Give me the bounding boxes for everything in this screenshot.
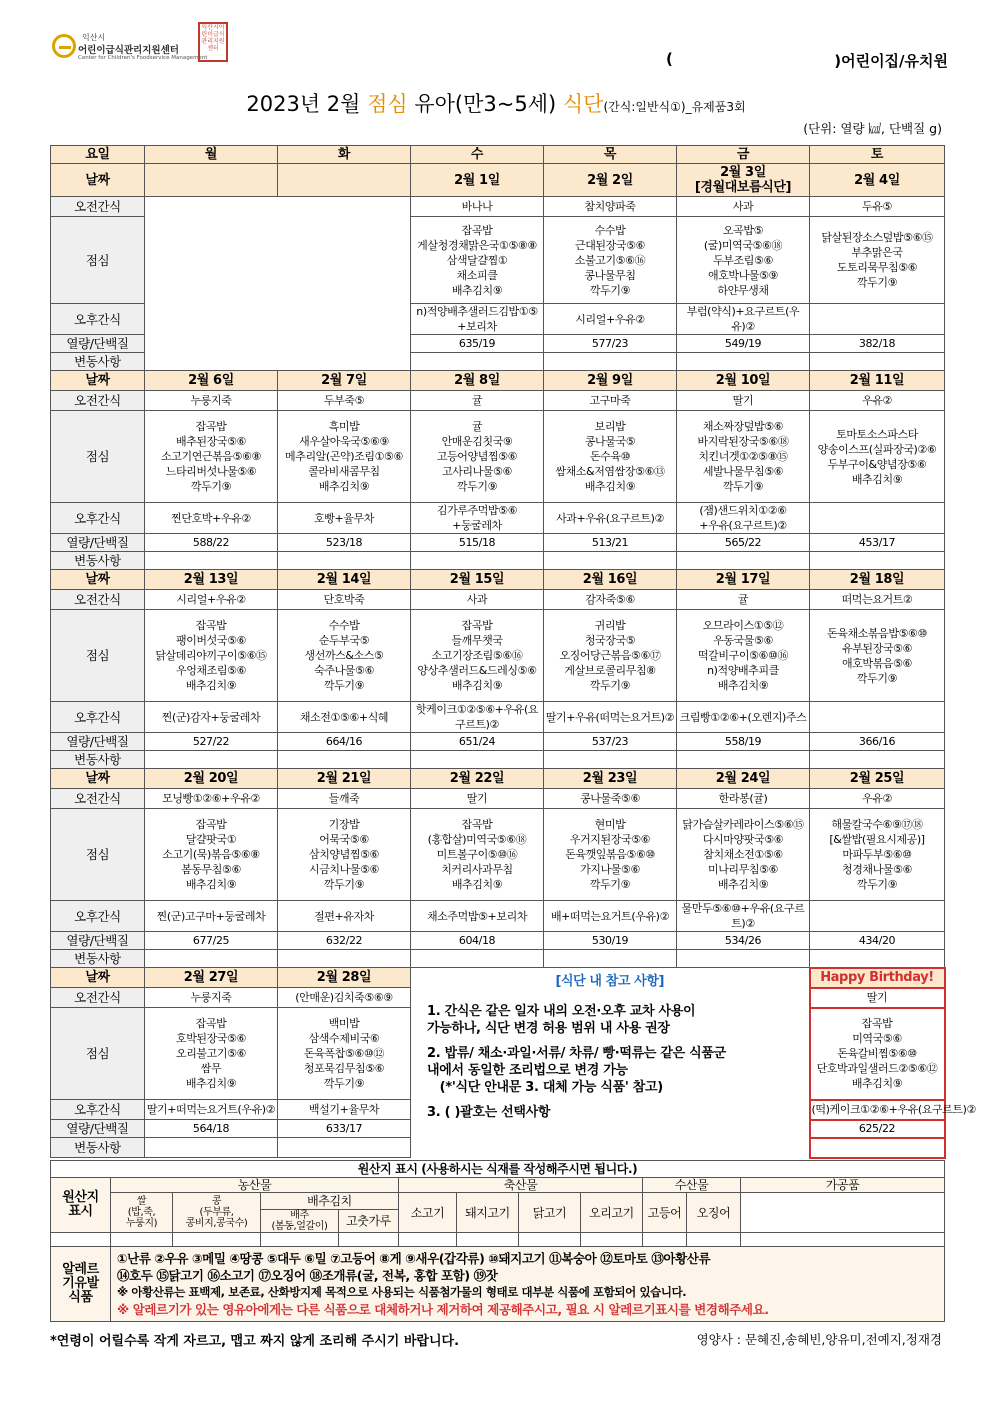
date-cell: 2월 10일 bbox=[677, 371, 810, 391]
allergen-list bbox=[111, 1247, 945, 1322]
origin-cabbage-input[interactable] bbox=[261, 1233, 339, 1247]
label-lunch: 점심 bbox=[51, 809, 145, 901]
change-note[interactable] bbox=[810, 552, 945, 570]
lunch-menu: 수수밥 순두부국⑤ 생선까스&소스⑤ 숙주나물⑤⑥ 깍두기⑨ bbox=[278, 610, 411, 702]
date-cell: 2월 24일 bbox=[677, 769, 810, 789]
pm-snack: 찐(군)고구마+둥굴레차 bbox=[145, 901, 278, 932]
lunch-menu: 귀리밥 청국장국⑤ 오징어당근볶음⑤⑥⑰ 게살브로콜리무침⑧ 깍두기⑨ bbox=[544, 610, 677, 702]
kcal-protein: 534/26 bbox=[677, 932, 810, 950]
lunch-menu: 돈육채소볶음밥⑤⑥⑩ 유부된장국⑤⑥ 애호박볶음⑤⑥ 깍두기⑨ bbox=[810, 610, 945, 702]
empty-block bbox=[145, 197, 411, 371]
lunch-menu: 토마토소스파스타 양송이스프(실파장국)②⑥ 두부구이&양념장⑤⑥ 배추김치⑨ bbox=[810, 411, 945, 503]
birthday-kcal: 625/22 bbox=[810, 1120, 945, 1138]
notes-item-2-ref: (*'식단 안내문 3. 대체 가능 식품' 참고) bbox=[427, 1080, 663, 1095]
label-kcal: 열량/단백질 bbox=[51, 335, 145, 353]
origin-pork-input[interactable] bbox=[457, 1233, 519, 1247]
change-note[interactable] bbox=[145, 950, 278, 968]
origin-duck: 오리고기 bbox=[581, 1193, 643, 1233]
origin-rice: 쌀 (밥,죽, 누룽지) bbox=[111, 1193, 173, 1233]
label-am: 오전간식 bbox=[51, 590, 145, 610]
date-cell: 2월 22일 bbox=[411, 769, 544, 789]
origin-group-agri: 농산물 bbox=[111, 1178, 399, 1193]
origin-duck-input[interactable] bbox=[581, 1233, 643, 1247]
origin-allergen-table bbox=[50, 1160, 945, 1322]
origin-beans-input[interactable] bbox=[173, 1233, 261, 1247]
day-header: 금 bbox=[677, 146, 810, 164]
origin-processed-input[interactable] bbox=[741, 1193, 945, 1233]
origin-squid: 오징어 bbox=[687, 1193, 741, 1233]
origin-label: 원산지 표시 bbox=[51, 1178, 111, 1233]
change-note[interactable] bbox=[278, 1138, 411, 1158]
origin-caption: 원산지 표시 (사용하시는 식재를 작성해주시면 됩니다.) bbox=[51, 1161, 945, 1178]
label-change: 변동사항 bbox=[51, 552, 145, 570]
lunch-menu: 수수밥 근대된장국⑤⑥ 소불고기⑤⑥⑯ 콩나물무침 깍두기⑨ bbox=[544, 217, 677, 304]
origin-beef: 소고기 bbox=[399, 1193, 457, 1233]
lunch-menu: 채소짜장덮밥⑤⑥ 바지락된장국⑤⑥⑱ 치킨너겟①②⑤⑧⑮ 세발나물무침⑤⑥ 깍두기⑨ bbox=[677, 411, 810, 503]
menu-notes bbox=[411, 968, 810, 1158]
kcal-protein: 366/16 bbox=[810, 733, 945, 751]
pm-snack bbox=[810, 901, 945, 932]
pm-snack: 배+떠먹는요거트(우유)② bbox=[544, 901, 677, 932]
birthday-change[interactable] bbox=[810, 1138, 945, 1158]
lunch-menu: 잡곡밥 배추된장국⑤⑥ 소고기연근볶음⑤⑥⑧ 느타리버섯나물⑤⑥ 깍두기⑨ bbox=[145, 411, 278, 503]
date-cell: 2월 15일 bbox=[411, 570, 544, 590]
date-cell: 2월 1일 bbox=[411, 164, 544, 197]
pm-snack: 사과+우유(요구르트)② bbox=[544, 503, 677, 534]
date-cell bbox=[145, 164, 278, 197]
am-snack: 누룽지죽 bbox=[145, 988, 278, 1008]
pm-snack: 크림빵①②⑥+(오렌지)주스 bbox=[677, 702, 810, 733]
change-note[interactable] bbox=[544, 353, 677, 371]
title-part2: 유아(만3~5세) bbox=[407, 92, 563, 116]
pm-snack: 백설기+율무차 bbox=[278, 1100, 411, 1120]
label-lunch: 점심 bbox=[51, 411, 145, 503]
am-snack: 감자죽⑤⑥ bbox=[544, 590, 677, 610]
date-cell: 2월 3일 [경월대보름식단] bbox=[677, 164, 810, 197]
change-note[interactable] bbox=[278, 552, 411, 570]
label-pm: 오후간식 bbox=[51, 1100, 145, 1120]
am-snack: (안매운)김치죽⑤⑥⑨ bbox=[278, 988, 411, 1008]
am-snack: 고구마죽 bbox=[544, 391, 677, 411]
am-snack: 딸기 bbox=[677, 391, 810, 411]
change-note[interactable] bbox=[677, 552, 810, 570]
kcal-protein: 530/19 bbox=[544, 932, 677, 950]
lunch-menu: 잡곡밥 호박된장국⑤⑥ 오리불고기⑤⑥ 쌈무 배추김치⑨ bbox=[145, 1008, 278, 1100]
change-note[interactable] bbox=[810, 353, 945, 371]
pm-snack: n)적양배추샐러드김밥①⑤ +보리차 bbox=[411, 304, 544, 335]
pm-snack: 부럼(약식)+요구르트(우유)② bbox=[677, 304, 810, 335]
lunch-menu: 잡곡밥 달걀팟국① 소고기(묵)볶음⑤⑥⑧ 봄동무침⑤⑥ 배추김치⑨ bbox=[145, 809, 278, 901]
origin-cabbage: 배추 (봄동,얼갈이) bbox=[261, 1210, 339, 1233]
kcal-protein: 604/18 bbox=[411, 932, 544, 950]
label-change: 변동사항 bbox=[51, 950, 145, 968]
date-cell: 2월 23일 bbox=[544, 769, 677, 789]
birthday-header: Happy Birthday! bbox=[810, 968, 945, 988]
label-lunch: 점심 bbox=[51, 217, 145, 304]
origin-rice-input[interactable] bbox=[111, 1233, 173, 1247]
pm-snack bbox=[810, 503, 945, 534]
day-header: 월 bbox=[145, 146, 278, 164]
pm-snack bbox=[810, 304, 945, 335]
label-lunch: 점심 bbox=[51, 1008, 145, 1100]
day-header: 수 bbox=[411, 146, 544, 164]
am-snack: 들깨죽 bbox=[278, 789, 411, 809]
lunch-menu: 백미밥 삼색수제비국⑥ 돈육폭찹⑤⑥⑩⑫ 청포묵김무침⑤⑥ 깍두기⑨ bbox=[278, 1008, 411, 1100]
label-am: 오전간식 bbox=[51, 391, 145, 411]
am-snack: 사과 bbox=[411, 590, 544, 610]
page-title bbox=[0, 88, 992, 118]
date-cell: 2월 11일 bbox=[810, 371, 945, 391]
origin-processed-input-2[interactable] bbox=[741, 1233, 945, 1247]
kcal-protein: 549/19 bbox=[677, 335, 810, 353]
date-cell: 2월 28일 bbox=[278, 968, 411, 988]
label-pm: 오후간식 bbox=[51, 702, 145, 733]
label-pm: 오후간식 bbox=[51, 304, 145, 335]
date-cell: 2월 25일 bbox=[810, 769, 945, 789]
notes-item-3: 3. ( )괄호는 선택사항 bbox=[427, 1105, 551, 1120]
pm-snack bbox=[810, 702, 945, 733]
am-snack: 사과 bbox=[677, 197, 810, 217]
date-cell: 2월 20일 bbox=[145, 769, 278, 789]
label-am: 오전간식 bbox=[51, 988, 145, 1008]
lunch-menu: 잡곡밥 (홍합살)미역국⑤⑥⑱ 미트볼구이⑤⑩⑯ 치커리사과무침 배추김치⑨ bbox=[411, 809, 544, 901]
lunch-menu: 기장밥 어묵국⑤⑥ 삼치양념찜⑤⑥ 시금치나물⑤⑥ 깍두기⑨ bbox=[278, 809, 411, 901]
origin-mackerel: 고등어 bbox=[643, 1193, 687, 1233]
allergen-line-1: ①난류 ②우유 ③메밀 ④땅콩 ⑤대두 ⑥밀 ⑦고등어 ⑧게 ⑨새우(갑각류) ⑩돼지고기 ⑪복숭아 ⑫토마토 ⑬아황산류 bbox=[117, 1251, 711, 1266]
am-snack: 떠먹는요거트② bbox=[810, 590, 945, 610]
change-note[interactable] bbox=[411, 552, 544, 570]
menu-table bbox=[50, 145, 976, 1159]
label-day: 요일 bbox=[51, 146, 145, 164]
kcal-protein: 664/16 bbox=[278, 733, 411, 751]
date-cell: 2월 4일 bbox=[810, 164, 945, 197]
date-cell: 2월 6일 bbox=[145, 371, 278, 391]
date-cell: 2월 9일 bbox=[544, 371, 677, 391]
lunch-menu: 해물칼국수⑥⑨⑰⑱ [&쌀밥(필요시제공)] 마파두부⑤⑥⑩ 청경채나물⑤⑥ 깍두기⑨ bbox=[810, 809, 945, 901]
lunch-menu: 오곡밥⑤ (굴)미역국⑤⑥⑱ 두부조림⑤⑥ 애호박나물⑤⑨ 하얀무생채 bbox=[677, 217, 810, 304]
label-kcal: 열량/단백질 bbox=[51, 932, 145, 950]
change-note[interactable] bbox=[544, 552, 677, 570]
pm-snack: 찐단호박+우유② bbox=[145, 503, 278, 534]
day-header: 토 bbox=[810, 146, 945, 164]
date-cell: 2월 14일 bbox=[278, 570, 411, 590]
lunch-menu: 닭살된장소스덮밥⑤⑥⑮ 부추맑은국 도토리묵무침⑤⑥ 깍두기⑨ bbox=[810, 217, 945, 304]
lunch-menu: 귤 안매운김칫국⑨ 고등어양념찜⑤⑥ 고사리나물⑤⑥ 깍두기⑨ bbox=[411, 411, 544, 503]
change-note[interactable] bbox=[278, 950, 411, 968]
institution-open-paren: ( bbox=[666, 50, 673, 68]
change-note[interactable] bbox=[411, 751, 544, 769]
kcal-protein: 577/23 bbox=[544, 335, 677, 353]
change-note[interactable] bbox=[677, 353, 810, 371]
kcal-protein: 651/24 bbox=[411, 733, 544, 751]
date-cell: 2월 7일 bbox=[278, 371, 411, 391]
notes-item-2: 2. 밥류/ 채소·과일·서류/ 차류/ 빵·떡류는 같은 식품군 내에서 동일한 조리법으로 변경 가능 bbox=[427, 1046, 726, 1078]
lunch-menu: 잡곡밥 들깨무챗국 소고기장조림⑤⑥⑯ 양상추샐러드&드레싱⑤⑥ 배추김치⑨ bbox=[411, 610, 544, 702]
date-cell: 2월 13일 bbox=[145, 570, 278, 590]
date-cell: 2월 16일 bbox=[544, 570, 677, 590]
kcal-protein: 453/17 bbox=[810, 534, 945, 552]
label-date: 날짜 bbox=[51, 769, 145, 789]
origin-chili-input[interactable] bbox=[339, 1233, 399, 1247]
title-sub: (간식:일반식①)_유제품3회 bbox=[603, 100, 746, 114]
birthday-pm: (떡)케이크①②⑥+우유(요구르트)② bbox=[810, 1100, 945, 1120]
origin-group-livestock: 축산물 bbox=[399, 1178, 643, 1193]
origin-group-processed: 가공품 bbox=[741, 1178, 945, 1193]
origin-beans: 콩 (두부류, 콩비지,콩국수) bbox=[173, 1193, 261, 1233]
kcal-protein: 677/25 bbox=[145, 932, 278, 950]
label-pm: 오후간식 bbox=[51, 503, 145, 534]
lunch-menu: 현미밥 우거지된장국⑤⑥ 돈육깻잎볶음⑤⑥⑩ 가지나물⑤⑥ 깍두기⑨ bbox=[544, 809, 677, 901]
origin-group-fishery: 수산물 bbox=[643, 1178, 741, 1193]
pm-snack: 김가루주먹밥⑤⑥ +둥굴레차 bbox=[411, 503, 544, 534]
am-snack: 콩나물죽⑤⑥ bbox=[544, 789, 677, 809]
pm-snack: 채소전①⑤⑥+식혜 bbox=[278, 702, 411, 733]
kcal-protein: 513/21 bbox=[544, 534, 677, 552]
label-date: 날짜 bbox=[51, 164, 145, 197]
am-snack: 단호박죽 bbox=[278, 590, 411, 610]
allergen-warning: ※ 알레르기가 있는 영유아에게는 다른 식품으로 대체하거나 제거하여 제공해주시고, 필요 시 알레르기표시를 변경해주세요. bbox=[117, 1302, 769, 1317]
allergen-label: 알레르 기유발 식품 bbox=[51, 1247, 111, 1322]
origin-kimchi: 배추김치 bbox=[261, 1193, 399, 1210]
lunch-menu: 잡곡밥 팽이버섯국⑤⑥ 닭살데리야끼구이⑤⑥⑮ 우엉채조림⑤⑥ 배추김치⑨ bbox=[145, 610, 278, 702]
change-note[interactable] bbox=[411, 950, 544, 968]
center-logo bbox=[52, 28, 222, 68]
lunch-menu: 잡곡밥 게살청경채맑은국①⑤⑧⑧ 삼색달걀찜① 채소피클 배추김치⑨ bbox=[411, 217, 544, 304]
kcal-protein: 523/18 bbox=[278, 534, 411, 552]
am-snack: 우유② bbox=[810, 391, 945, 411]
pm-snack: 딸기+떠먹는요거트(우유)② bbox=[145, 1100, 278, 1120]
change-note[interactable] bbox=[677, 751, 810, 769]
label-lunch: 점심 bbox=[51, 610, 145, 702]
date-cell bbox=[278, 164, 411, 197]
allergen-line-2: ⑭호두 ⑮닭고기 ⑯소고기 ⑰오징어 ⑱조개류(굴, 전복, 홍합 포함) ⑲잣 bbox=[117, 1268, 498, 1283]
notes-title: [식단 내 참고 사항] bbox=[555, 974, 665, 989]
origin-chili: 고춧가루 bbox=[339, 1210, 399, 1233]
pm-snack: 핫케이크①②⑤⑥+우유(요구르트)② bbox=[411, 702, 544, 733]
am-snack: 귤 bbox=[411, 391, 544, 411]
day-header: 목 bbox=[544, 146, 677, 164]
day-header: 화 bbox=[278, 146, 411, 164]
kcal-protein: 382/18 bbox=[810, 335, 945, 353]
kcal-protein: 564/18 bbox=[145, 1120, 278, 1138]
am-snack: 참치양파죽 bbox=[544, 197, 677, 217]
label-date: 날짜 bbox=[51, 570, 145, 590]
allergen-note: ※ 아황산류는 표백제, 보존료, 산화방지제 목적으로 사용되는 식품첨가물의 형태로 대부분 식품에 포함되어 있습니다. bbox=[117, 1285, 687, 1299]
change-note[interactable] bbox=[677, 950, 810, 968]
change-note[interactable] bbox=[544, 950, 677, 968]
kcal-protein: 558/19 bbox=[677, 733, 810, 751]
logo-english-name: Center for Children's Foodservice Management bbox=[78, 55, 208, 61]
official-seal: 익산시어린이급식관리지원센터 bbox=[198, 22, 228, 62]
origin-pork: 돼지고기 bbox=[457, 1193, 519, 1233]
pm-snack: 찐(군)감자+둥굴레차 bbox=[145, 702, 278, 733]
label-kcal: 열량/단백질 bbox=[51, 733, 145, 751]
date-cell: 2월 8일 bbox=[411, 371, 544, 391]
birthday-lunch: 잡곡밥 미역국⑤⑥ 돈육갈비찜⑤⑥⑩ 단호박과일샐러드②⑤⑥⑫ 배추김치⑨ bbox=[810, 1008, 945, 1100]
label-change: 변동사항 bbox=[51, 1138, 145, 1158]
date-cell: 2월 21일 bbox=[278, 769, 411, 789]
label-am: 오전간식 bbox=[51, 789, 145, 809]
kcal-protein: 632/22 bbox=[278, 932, 411, 950]
date-cell: 2월 2일 bbox=[544, 164, 677, 197]
am-snack: 누룽지죽 bbox=[145, 391, 278, 411]
lunch-menu: 흑미밥 새우살아욱국⑤⑥⑨ 메추리알(곤약)조림①⑤⑥ 콜라비새콤무침 배추김치⑨ bbox=[278, 411, 411, 503]
pm-snack: 채소주먹밥⑤+보리차 bbox=[411, 901, 544, 932]
label-am: 오전간식 bbox=[51, 197, 145, 217]
change-note[interactable] bbox=[810, 751, 945, 769]
unit-note: (단위: 열량 ㎉, 단백질 g) bbox=[803, 121, 942, 136]
change-note[interactable] bbox=[544, 751, 677, 769]
pm-snack: 절편+유자차 bbox=[278, 901, 411, 932]
am-snack: 모닝빵①②⑥+우유② bbox=[145, 789, 278, 809]
am-snack: 딸기 bbox=[411, 789, 544, 809]
am-snack: 귤 bbox=[677, 590, 810, 610]
kcal-protein: 434/20 bbox=[810, 932, 945, 950]
label-date: 날짜 bbox=[51, 968, 145, 988]
origin-input-spacer bbox=[51, 1233, 111, 1247]
institution-suffix: )어린이집/유치원 bbox=[834, 52, 948, 70]
label-date: 날짜 bbox=[51, 371, 145, 391]
logo-center-name: 어린이급식관리지원센터 bbox=[78, 45, 179, 56]
footer-dietitians: 영양사 : 문혜진,송혜빈,양유미,전예지,정재경 bbox=[696, 1332, 942, 1347]
origin-mackerel-input[interactable] bbox=[643, 1233, 687, 1247]
origin-chicken-input[interactable] bbox=[519, 1233, 581, 1247]
kcal-protein: 515/18 bbox=[411, 534, 544, 552]
origin-chicken: 닭고기 bbox=[519, 1193, 581, 1233]
pm-snack: 딸기+우유(떠먹는요거트)② bbox=[544, 702, 677, 733]
kcal-protein: 635/19 bbox=[411, 335, 544, 353]
lunch-menu: 보리밥 콩나물국⑤ 돈수육⑩ 쌈채소&저염쌈장⑤⑥⑬ 배추김치⑨ bbox=[544, 411, 677, 503]
pm-snack: 시리얼+우유② bbox=[544, 304, 677, 335]
change-note[interactable] bbox=[145, 751, 278, 769]
pm-snack: 물만두⑤⑥⑩+우유(요구르트)② bbox=[677, 901, 810, 932]
am-snack: 두유⑤ bbox=[810, 197, 945, 217]
am-snack: 시리얼+우유② bbox=[145, 590, 278, 610]
label-change: 변동사항 bbox=[51, 353, 145, 371]
change-note[interactable] bbox=[810, 950, 945, 968]
logo-city: 익산시 bbox=[82, 33, 106, 42]
title-meal: 점심 bbox=[367, 92, 408, 116]
change-note[interactable] bbox=[145, 1138, 278, 1158]
lunch-menu: 오므라이스①⑤⑫ 우동국물⑤⑥ 떡갈비구이⑤⑥⑩⑯ n)적양배추피클 배추김치⑨ bbox=[677, 610, 810, 702]
change-note[interactable] bbox=[278, 751, 411, 769]
title-diet: 식단 bbox=[562, 92, 604, 116]
kcal-protein: 527/22 bbox=[145, 733, 278, 751]
date-cell: 2월 17일 bbox=[677, 570, 810, 590]
birthday-am: 딸기 bbox=[810, 988, 945, 1008]
label-change: 변동사항 bbox=[51, 751, 145, 769]
footer-note: *연령이 어릴수록 작게 자르고, 맵고 짜지 않게 조리해 주시기 바랍니다. bbox=[50, 1334, 460, 1349]
date-cell: 2월 27일 bbox=[145, 968, 278, 988]
am-snack: 우유② bbox=[810, 789, 945, 809]
title-part1: 2023년 2월 bbox=[246, 92, 368, 116]
date-cell: 2월 18일 bbox=[810, 570, 945, 590]
origin-beef-input[interactable] bbox=[399, 1233, 457, 1247]
am-snack: 한라봉(귤) bbox=[677, 789, 810, 809]
label-kcal: 열량/단백질 bbox=[51, 1120, 145, 1138]
lunch-menu: 닭가슴살카레라이스⑤⑥⑮ 다시마양팟국⑤⑥ 참치채소전①⑤⑥ 미나리무침⑤⑥ 배추김치⑨ bbox=[677, 809, 810, 901]
pm-snack: 호빵+율무차 bbox=[278, 503, 411, 534]
label-pm: 오후간식 bbox=[51, 901, 145, 932]
logo-mark-icon bbox=[52, 34, 76, 58]
kcal-protein: 537/23 bbox=[544, 733, 677, 751]
pm-snack: (잼)샌드위치①②⑥ +우유(요구르트)② bbox=[677, 503, 810, 534]
kcal-protein: 633/17 bbox=[278, 1120, 411, 1138]
am-snack: 바나나 bbox=[411, 197, 544, 217]
notes-item-1: 1. 간식은 같은 일자 내의 오전·오후 교차 사용이 가능하나, 식단 변경 허용 범위 내 사용 권장 bbox=[427, 1004, 696, 1036]
kcal-protein: 565/22 bbox=[677, 534, 810, 552]
am-snack: 두부죽⑤ bbox=[278, 391, 411, 411]
change-note[interactable] bbox=[411, 353, 544, 371]
origin-squid-input[interactable] bbox=[687, 1233, 741, 1247]
label-kcal: 열량/단백질 bbox=[51, 534, 145, 552]
kcal-protein: 588/22 bbox=[145, 534, 278, 552]
change-note[interactable] bbox=[145, 552, 278, 570]
